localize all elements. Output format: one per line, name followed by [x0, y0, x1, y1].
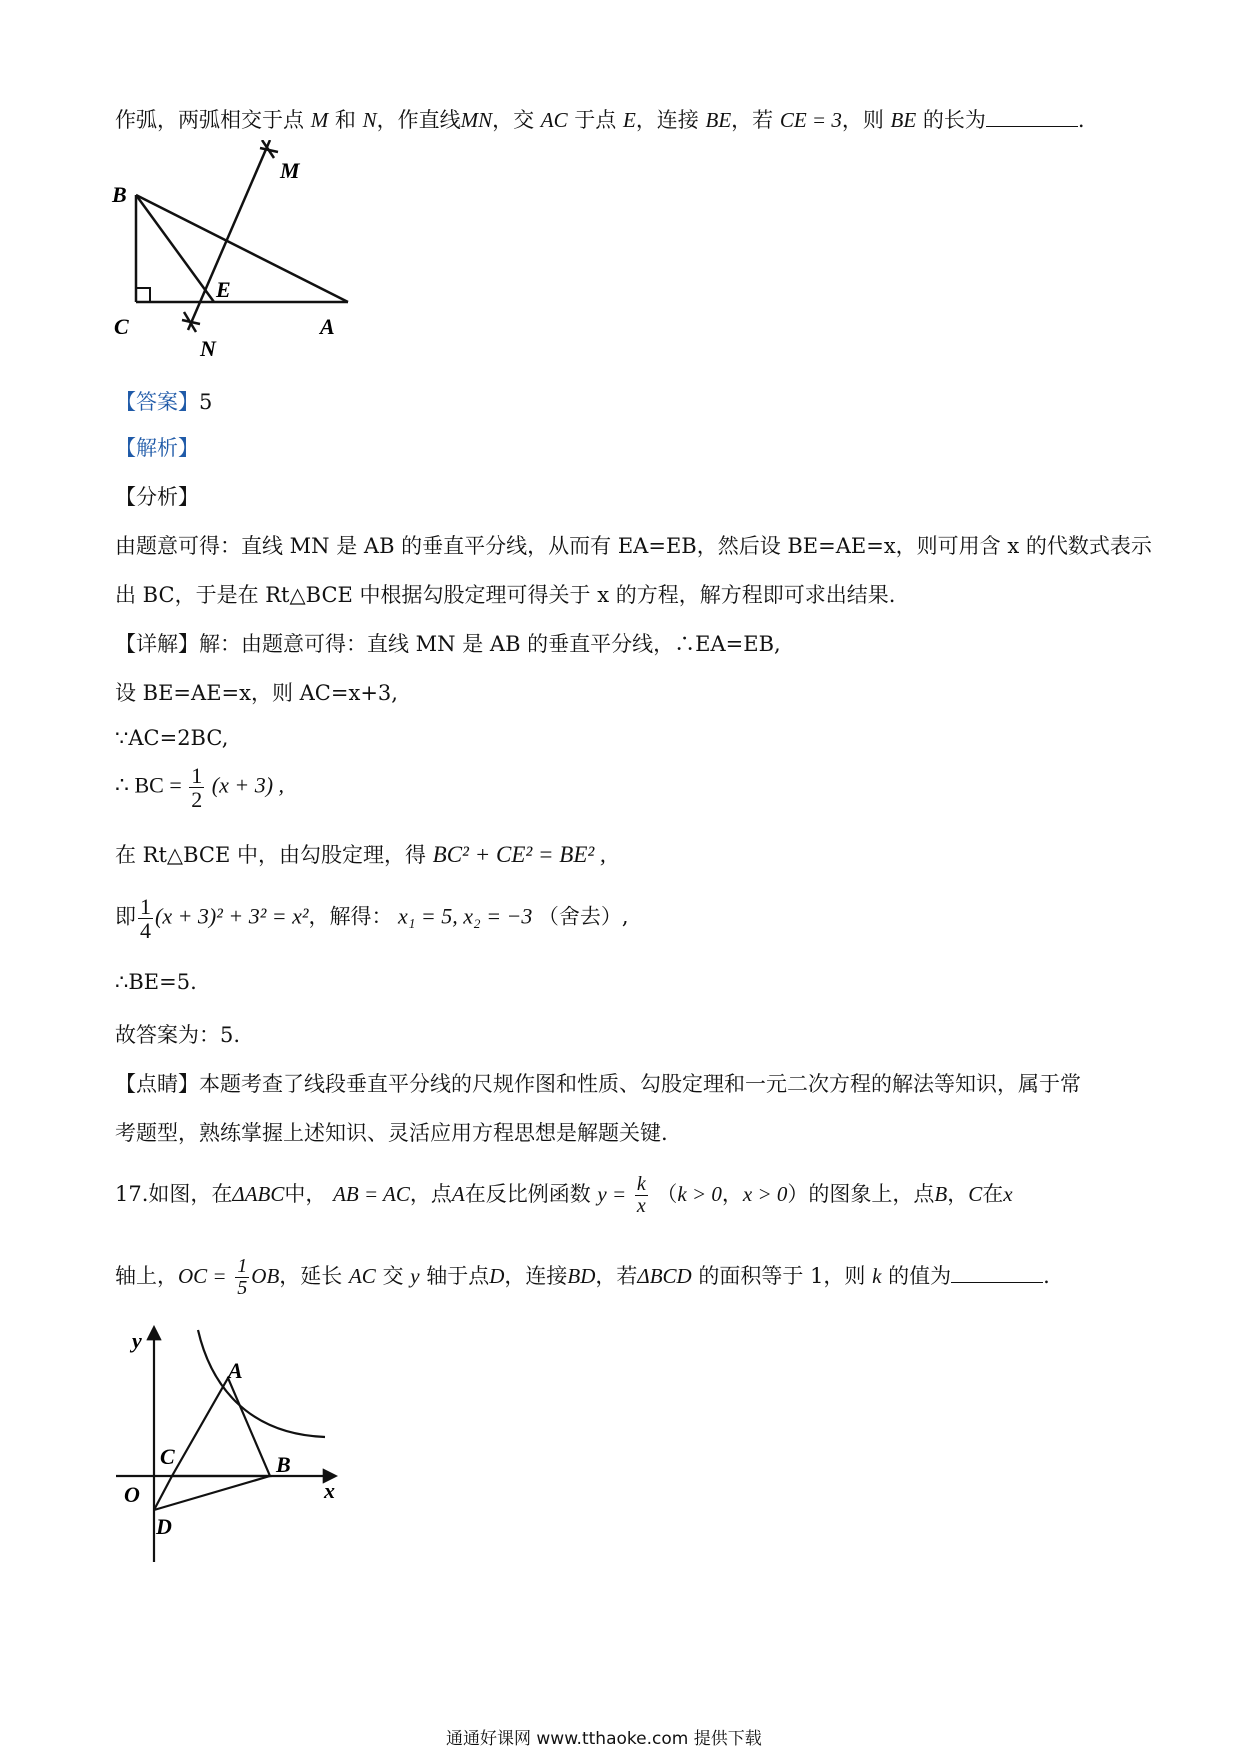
text-segment: ，作直线 — [376, 108, 461, 132]
label-y: y — [132, 1328, 142, 1353]
denominator: 4 — [140, 918, 151, 944]
text-segment: （舍去）, — [537, 904, 629, 929]
text-segment: ，则 — [841, 108, 884, 132]
detail-text: 解：由题意可得：直线 MN 是 AB 的垂直平分线，∴EA=EB, — [199, 632, 781, 656]
math-triangle-ABC: ΔABC — [232, 1182, 285, 1206]
text-segment: ， — [947, 1182, 969, 1206]
figure-triangle-bisector — [110, 140, 410, 370]
math-BE: BE — [705, 108, 732, 132]
q16-line1 — [115, 104, 1085, 134]
text-segment: ，连接 — [635, 108, 699, 132]
text-segment: ， — [721, 1182, 743, 1206]
text-segment: 交 — [382, 1264, 404, 1288]
label-D: D — [156, 1514, 172, 1539]
text-segment: 在 — [982, 1182, 1004, 1206]
text-segment: 轴于点 — [426, 1264, 490, 1288]
dianjing-line2: 考题型，熟练掌握上述知识、灵活应用方程思想是解题关键. — [115, 1121, 668, 1145]
answer-blank — [986, 108, 1078, 127]
math-N: N — [362, 108, 377, 132]
math-CE-eq: CE = 3 — [779, 108, 842, 132]
text-segment: 在 Rt△BCE 中，由勾股定理，得 — [115, 843, 426, 867]
text-segment: （ — [656, 1182, 678, 1206]
text-segment: 的长为 — [922, 108, 986, 132]
text-segment: ，若 — [595, 1264, 638, 1288]
text-segment: ，解得： — [308, 904, 393, 929]
math-text: ∴ BC = — [115, 772, 182, 798]
fenxi-tag: 【分析】 — [115, 485, 199, 509]
math-MN: MN — [460, 108, 493, 132]
math-solutions: x₁ = 5, x₂ = −3 — [398, 903, 533, 929]
answer-tag: 【答案】 — [115, 390, 199, 414]
math-D: D — [489, 1264, 505, 1288]
math-equation: (x + 3)² + 3² = x² — [155, 903, 309, 929]
text-segment: 即 — [115, 904, 136, 929]
denominator: x — [636, 1195, 646, 1217]
detail-line8: 故答案为：5. — [115, 1023, 241, 1047]
detail-line2: 设 BE=AE=x，则 AC=x+3, — [115, 681, 398, 705]
detail-line3: ∵AC=2BC, — [115, 726, 229, 750]
label-C: C — [160, 1444, 175, 1469]
label-C: C — [114, 314, 129, 339]
detail-line7: ∴BE=5. — [115, 970, 197, 994]
text-segment: 作弧，两弧相交于点 — [115, 108, 304, 132]
text-segment: 的面积等于 1，则 — [698, 1264, 866, 1288]
math-M: M — [310, 108, 329, 132]
label-M: M — [280, 158, 300, 183]
segment-BD — [154, 1476, 270, 1510]
math-C: C — [968, 1182, 983, 1206]
fraction-one-fifth — [235, 1256, 249, 1299]
jiexi-tag: 【解析】 — [115, 436, 199, 460]
label-E: E — [216, 277, 231, 302]
detail-line6 — [115, 895, 629, 942]
text-segment: 和 — [334, 108, 356, 132]
text-segment: 于点 — [574, 108, 617, 132]
math-E: E — [622, 108, 636, 132]
detail-line4 — [115, 764, 284, 811]
fraction-half — [189, 764, 204, 811]
right-angle-mark — [136, 288, 150, 302]
math-text: (x + 3) , — [211, 772, 285, 798]
text-segment: ，交 — [492, 108, 535, 132]
triangle-ABC — [172, 1378, 270, 1476]
math-x: x — [1003, 1182, 1013, 1206]
answer-blank — [951, 1264, 1043, 1283]
math-y-eq: y = — [597, 1182, 627, 1206]
numerator: k — [636, 1173, 646, 1195]
label-N: N — [200, 336, 216, 361]
dianjing-tag: 【点睛】 — [115, 1072, 199, 1096]
detail-tag: 【详解】 — [115, 632, 199, 656]
math-AC: AC — [348, 1264, 376, 1288]
text-segment: 的值为 — [888, 1264, 952, 1288]
text-segment: ，延长 — [279, 1264, 343, 1288]
math-BD: BD — [567, 1264, 596, 1288]
text-segment: ，连接 — [504, 1264, 568, 1288]
text-segment: ，点 — [409, 1182, 452, 1206]
numerator: 1 — [237, 1255, 248, 1277]
text-segment: 17.如图，在 — [115, 1182, 233, 1206]
label-A: A — [320, 314, 335, 339]
figure-coordinate — [110, 1322, 350, 1572]
dianjing-line1 — [115, 1068, 1081, 1098]
text-segment: 中， — [284, 1182, 327, 1206]
math-B: B — [934, 1182, 948, 1206]
q17-line1 — [115, 1174, 1013, 1217]
math-OB: OB — [251, 1264, 280, 1288]
text-segment: ，若 — [731, 108, 774, 132]
label-A: A — [228, 1358, 243, 1383]
segment-BA — [136, 195, 348, 302]
dianjing-text: 本题考查了线段垂直平分线的尺规作图和性质、勾股定理和一元二次方程的解法等知识，属于常 — [199, 1072, 1081, 1096]
detail-line1 — [115, 628, 781, 658]
math-x-positive: x > 0 — [742, 1182, 788, 1206]
footer-watermark: 通通好课网 www.tthaoke.com 提供下载 — [446, 1729, 762, 1749]
label-x: x — [324, 1478, 335, 1503]
math-BE: BE — [890, 108, 917, 132]
text-segment: 在反比例函数 — [464, 1182, 591, 1206]
denominator: 5 — [237, 1277, 248, 1299]
fenxi-line1: 由题意可得：直线 MN 是 AB 的垂直平分线，从而有 EA=EB，然后设 BE=AE=x，则可用含 x 的代数式表示 — [115, 534, 1152, 558]
math-AC: AC — [540, 108, 568, 132]
text-segment: 轴上， — [115, 1264, 178, 1288]
fraction-quarter — [138, 895, 153, 942]
denominator: 2 — [191, 787, 203, 813]
answer-line — [115, 386, 212, 416]
math-OC-eq: OC = — [178, 1264, 227, 1288]
numerator: 1 — [140, 894, 151, 919]
math-y: y — [410, 1264, 420, 1288]
text-segment: . — [1077, 108, 1085, 132]
q17-line2 — [115, 1256, 1050, 1299]
segment-BE — [136, 195, 214, 302]
fraction-k-over-x — [635, 1174, 648, 1217]
fenxi-line2: 出 BC，于是在 Rt△BCE 中根据勾股定理可得关于 x 的方程，解方程即可求出结果. — [115, 583, 896, 607]
label-O: O — [124, 1482, 140, 1507]
math-triangle-BCD: ΔBCD — [637, 1264, 692, 1288]
math-AB-eq-AC: AB = AC — [333, 1182, 410, 1206]
label-B: B — [112, 182, 127, 207]
hyperbola-curve — [198, 1330, 325, 1437]
numerator: 1 — [191, 763, 203, 788]
label-B: B — [276, 1452, 291, 1477]
answer-value: 5 — [199, 390, 213, 414]
text-segment: ）的图象上，点 — [787, 1182, 935, 1206]
text-segment: . — [1043, 1264, 1050, 1288]
math-pythagoras: BC² + CE² = BE² , — [432, 842, 606, 867]
detail-line5 — [115, 839, 606, 869]
math-A: A — [451, 1182, 465, 1206]
math-k-positive: k > 0 — [677, 1182, 722, 1206]
math-k: k — [872, 1264, 882, 1288]
